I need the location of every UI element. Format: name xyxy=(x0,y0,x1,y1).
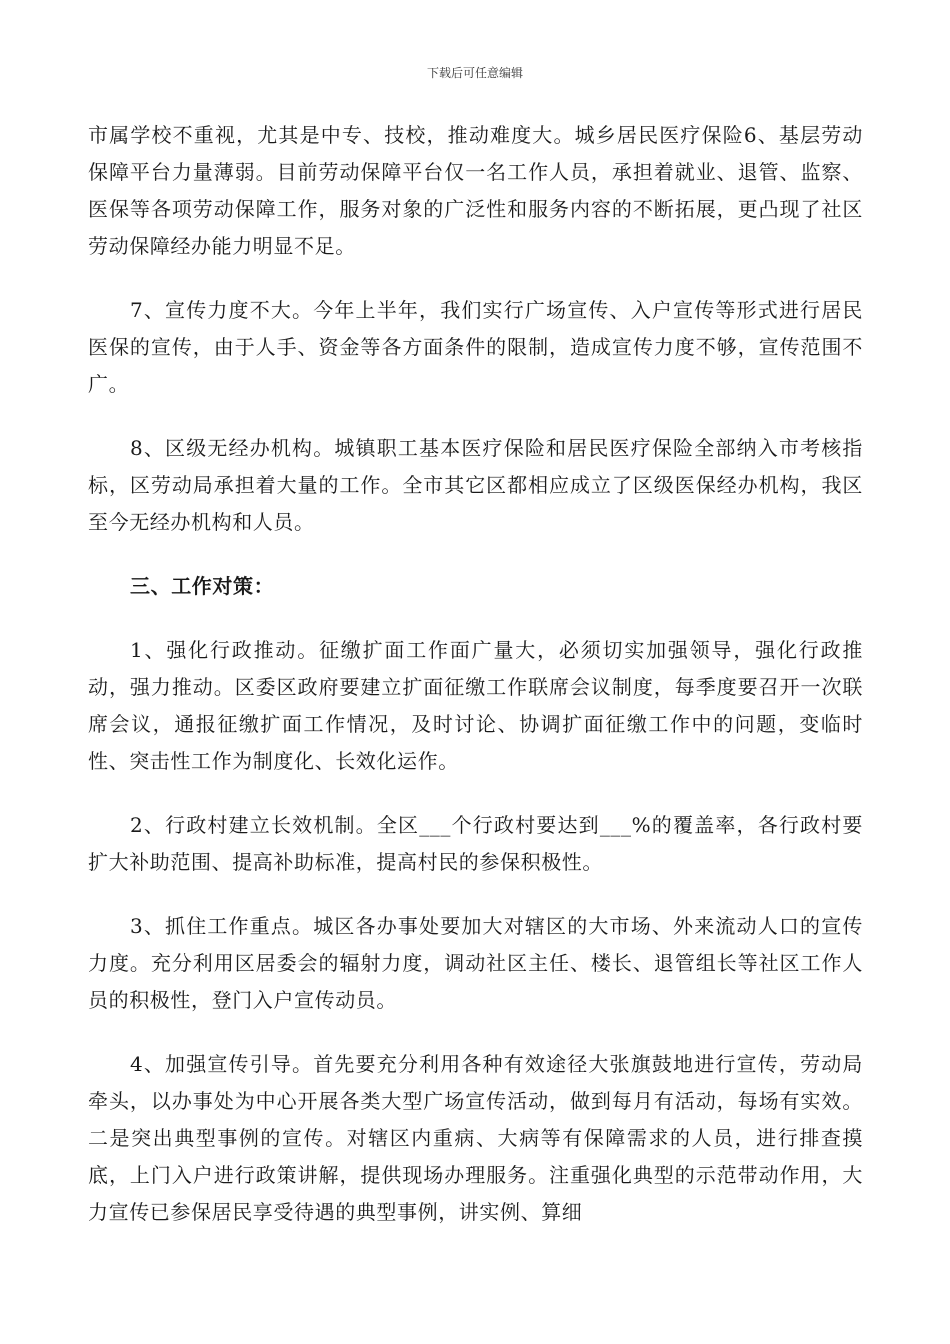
section-heading-countermeasures: 三、工作对策： xyxy=(130,574,275,598)
paragraph-countermeasure-1: 1、强化行政推动。征缴扩面工作面广量大，必须切实加强领导，强化行政推动，强力推动。区委区政府要建立扩面征缴工作联席会议制度，每季度要召开一次联席会议，通报征缴扩面工作情况，及时讨论、协调扩面征缴工作中的问题，变临时性、突击性工作为制度化、长效化运作。 xyxy=(88,638,863,773)
paragraph-continued: 市属学校不重视，尤其是中专、技校，推动难度大。城乡居民医疗保险6、基层劳动保障平台力量薄弱。目前劳动保障平台仅一名工作人员，承担着就业、退管、监察、医保等各项劳动保障工作，服务对象的广泛性和服务内容的不断拓展，更凸现了社区劳动保障经办能力明显不足。 xyxy=(88,123,863,258)
paragraph-item-7: 7、宣传力度不大。今年上半年，我们实行广场宣传、入户宣传等形式进行居民医保的宣传，由于人手、资金等各方面条件的限制，造成宣传力度不够，宣传范围不广。 xyxy=(88,298,863,396)
document-body xyxy=(88,117,863,1258)
paragraph-countermeasure-4: 4、加强宣传引导。首先要充分利用各种有效途径大张旗鼓地进行宣传，劳动局牵头，以办事处为中心开展各类大型广场宣传活动，做到每月有活动，每场有实效。二是突出典型事例的宣传。对辖区内重病、大病等有保障需求的人员，进行排查摸底，上门入户进行政策讲解，提供现场办理服务。注重强化典型的示范带动作用，大力宣传已参保居民享受待遇的典型事例，讲实例、算细 xyxy=(88,1052,863,1224)
paragraph-item-8: 8、区级无经办机构。城镇职工基本医疗保险和居民医疗保险全部纳入市考核指标，区劳动局承担着大量的工作。全市其它区都相应成立了区级医保经办机构，我区至今无经办机构和人员。 xyxy=(88,436,863,534)
page-header-note: 下载后可任意编辑 xyxy=(426,66,523,80)
paragraph-countermeasure-2: 2、行政村建立长效机制。全区___个行政村要达到___%的覆盖率，各行政村要扩大补助范围、提高补助标准，提高村民的参保积极性。 xyxy=(88,813,863,874)
paragraph-countermeasure-3: 3、抓住工作重点。城区各办事处要加大对辖区的大市场、外来流动人口的宣传力度。充分利用区居委会的辐射力度，调动社区主任、楼长、退管组长等社区工作人员的积极性，登门入户宣传动员。 xyxy=(88,914,863,1012)
